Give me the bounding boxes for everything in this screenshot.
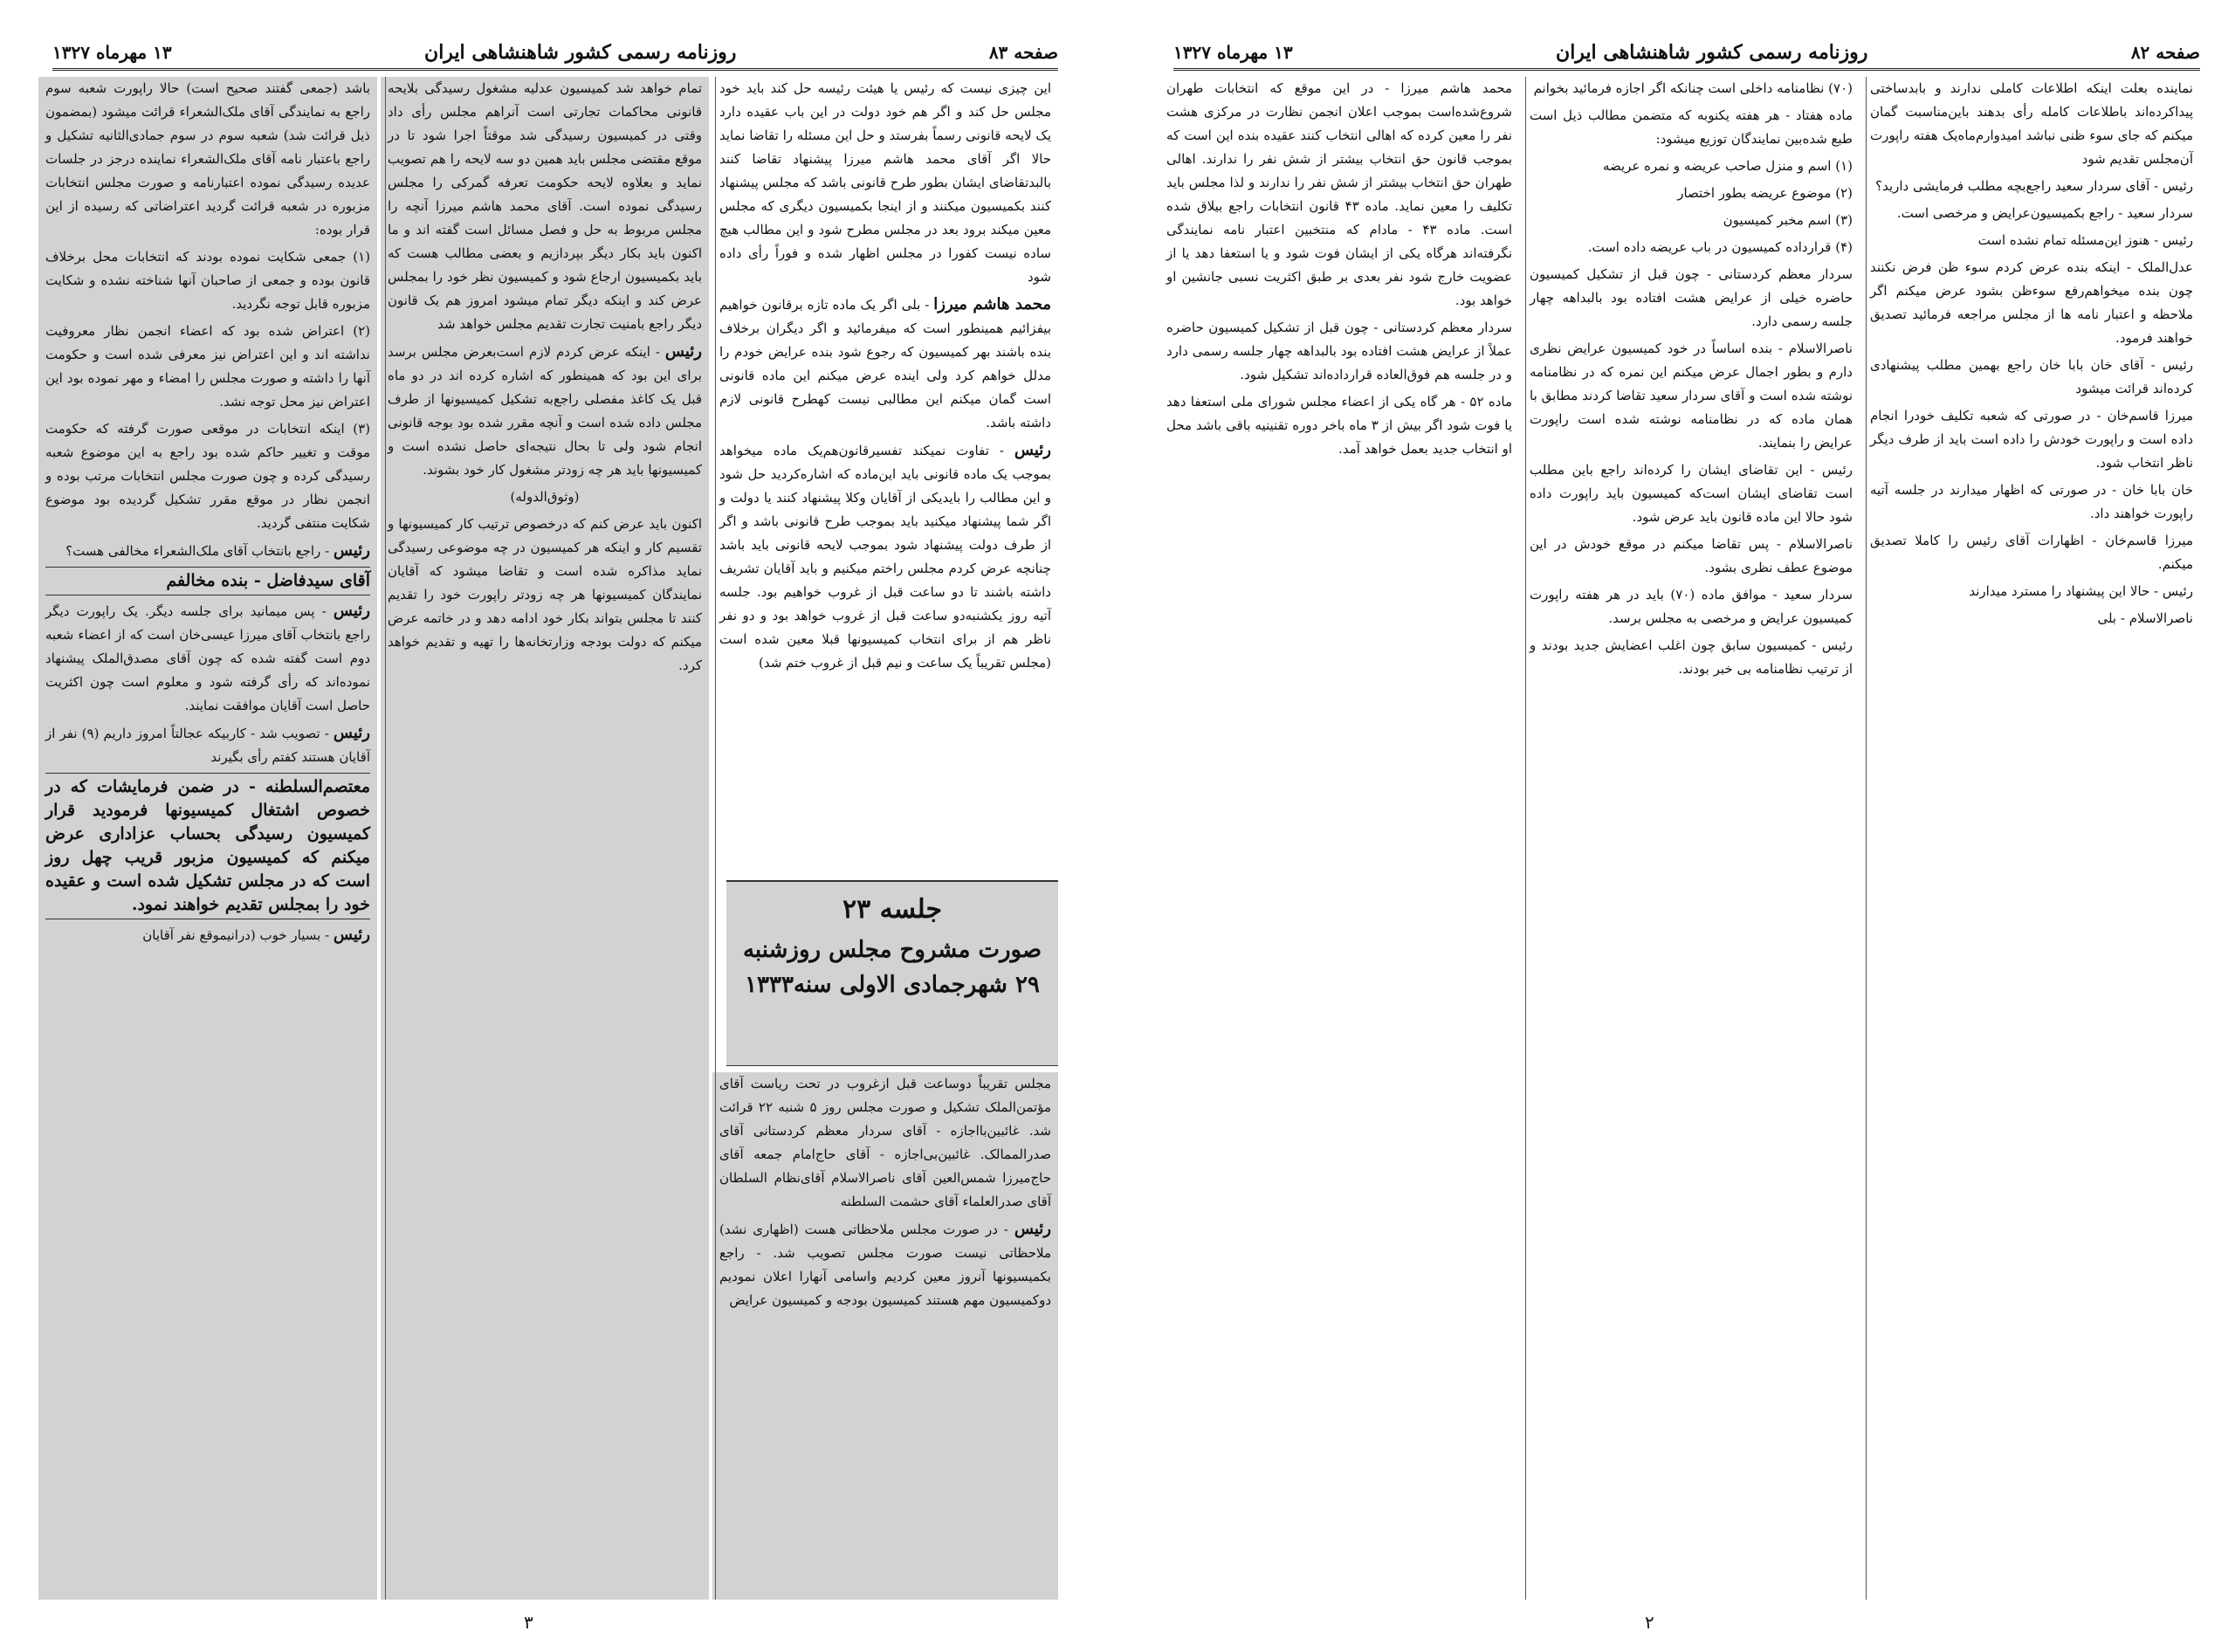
masthead: روزنامه رسمی کشور شاهنشاهی ایران [1556,41,1868,64]
speaker-name: محمد هاشم میرزا [933,295,1052,313]
paragraph: رئیس - کمیسیون سابق چون اغلب اعضایش جدید بودند و از ترتیب نظامنامه بی خبر بودند. [1530,637,1853,677]
speech: رئیس - بسیار خوب (درانیموقع نفر آقایان [142,926,370,944]
note: (وثوق‌الدوله) [510,489,580,505]
column-2 [381,77,709,1600]
paragraph: این چیزی نیست که رئیس یا هیئت رئیسه حل کند باید خود مجلس حل کند و اگر هم خود دولت در این باب عقیده دارد یک لایحه قانونی رسماً بفرستد و حل این مسئله را تقاضا نماید حالا اگر آقای محمد هاشم میرزا پیشنهاد تقاضا کنند بالبدتقاضای ایشان بطور طرح قانونی باشد که مجلس پیشنهاد کنند بکمیسیون میکنند و از اینجا بکمیسیون دیگری که مجلس معین میکند برود بعد در مجلس مطرح شود و این مطالب هیچ ساده نیست کفورا در مجلس اظهار شده و فوراً رأی داده شود [719,80,1051,285]
page-label: صفحه ۸۳ [988,42,1058,63]
columns-right [1166,77,2200,1600]
paragraph: ناصرالاسلام - بلی [2097,610,2193,626]
speaker-name: رئیس [1014,441,1051,459]
speech: رئیس - تصویب شد - کاربیکه عجالتاً امروز داریم (۹) نفر از آقایان هستند کفتم رأی بگیرند [45,724,371,765]
paragraph: ماده هفتاد - هر هفته یکنوبه که متضمن مطالب ذیل است طبع شده‌بین نمایندگان توزیع میشود: [1530,107,1853,147]
paragraph: سردار معظم کردستانی - چون قبل از تشکیل کمیسیون حاضره عملاً از عرایض هشت افتاده بود بالبداهه چهار جلسه رسمی دارد و در جلسه هم فوق‌العاده قرارداده‌اند تشکیل شود. [1166,320,1512,382]
speaker-name: رئیس [1014,1220,1051,1238]
masthead: روزنامه رسمی کشور شاهنشاهی ایران [424,41,737,64]
speech: رئیس - در صورت مجلس ملاحظاتی هست (اظهاری نشد) ملاحظاتی نیست صورت مجلس تصویب شد. - راجع بکمیسیونها آنروز معین کردیم واسامی آنهارا اعلان نمودیم دوکمیسیون مهم هستند کمیسیون بودجه و کمیسیون عرایض [719,1220,1051,1308]
speech-text: بلی اگر یک ماده تازه برقانون خواهیم بیفزائیم همینطور است که میفرمائید و اگر دیگران برخلاف بنده باشند بهر کمیسیون که رجوع شود بنده عرایض خودم را مدلل خواهم کرد ولی اینده عرض میکنم این ماده قانونی است گمان میکنم این مطالبی نیست کهطرح قانونی لازم داشته باشد. [719,297,1051,430]
session-number: جلسه ۲۳ [842,894,942,925]
speaker-heading: آقای سیدفاضل - بنده مخالفم [45,567,370,595]
paragraph: خان بابا خان - در صورتی که اظهار میدارند در جلسه آتیه راپورت خواهند داد. [1870,482,2193,521]
speech-text: پس میمانید برای جلسه دیگر. یک راپورت دیگر راجع بانتخاب آقای میرزا عیسی‌خان است که از اعضاء شعبه دوم است گفته شده که چون آقای مصدق‌الملک پیشنهاد نموده‌اند که رأی گرفته شود و معلوم است چون اکثریت حاصل است آقایان موافقت نمایند. [45,603,370,713]
paragraph: باشد (جمعی گفتند صحیح است) حالا راپورت شعبه سوم راجع به نمایندگی آقای ملک‌الشعراء قرائت میشود (بمضمون ذیل قرائت شد) شعبه سوم در سوم جمادی‌الثانیه تشکیل و راجع باعتبار نامه آقای ملک‌الشعراء نماینده درجز در جلسات عدیده رسیدگی نموده اعتبارنامه و صورت مجلس انتخابات مزبوره در شعبه قرائت گردید اعتراضاتی که رسیده از این قرار بوده: [45,80,370,237]
speech: رئیس - تفاوت نمیکند تفسیرقانون‌هم‌یک ماده میخواهد بموجب یک ماده قانونی باید این‌ماده که اشاره‌کردید حل شود و این مطالب را بایدیکی از آقایان وکلا پیشنهاد کنند یا دولت و اگر شما پیشنهاد میکنید باید بموجب طرح قانونی باشد و اگر از طرف دولت پیشنهاد شود بموجب لایحه قانونی باید باشد چنانچه عرض کردم مجلس راختم میکنیم و باید آقایان تشریف داشته باشند تا دو ساعت قبل از غروب خواهیم بود. جلسه آتیه روز یکشنبه‌دو ساعت قبل از غروب خواهد بود و دو نفر ناظر هم از برای انتخاب کمیسیونها قبلا معین شده است (مجلس تقریباً یک ساعت و نیم قبل از غروب ختم شد) [719,441,1051,671]
speaker-name: رئیس [333,926,370,944]
column-1 [1863,77,2200,1600]
page-number: ۲ [1645,1612,1654,1633]
paragraph: رئیس - حالا این پیشنهاد را مسترد میدارند [1969,583,2193,599]
speech-text: بسیار خوب (درانیموقع نفر آقایان [142,927,321,943]
column-rule [1866,77,1867,1600]
paragraph: (۱) جمعی شکایت نموده بودند که انتخابات محل برخلاف قانون بوده و جمعی از صاحبان آنها شناخته نشده و شکایت مزبوره قابل توجه نگردید. [45,249,370,312]
speech: رئیس - اینکه عرض کردم لازم است‌بعرض مجلس برسد برای این بود که همینطور که اشاره کرده اند در دو ماه قبل یک کاغذ مفصلی راجع‌به تشکیل کمیسیونها از طرف مجلس داده شده است و آنچه مقرر شده بود بوجه قانونی انجام شود ولی تا بحال نتیجه‌ای حاصل نشده است و کمیسیونها باید هر چه زودتر مشغول کار خود بشوند. [388,342,702,478]
speaker-name: رئیس [333,541,370,560]
column-3 [38,77,377,1600]
speech-text: تفاوت نمیکند تفسیرقانون‌هم‌یک ماده میخواهد بموجب یک ماده قانونی باید این‌ماده که اشاره‌کردید حل شود و این مطالب را بایدیکی از آقایان وکلا پیشنهاد کنند یا دولت و اگر شما پیشنهاد میکنید باید بموجب طرح قانونی باشد و اگر از طرف دولت پیشنهاد شود بموجب لایحه قانونی باید باشد چنانچه عرض کردم مجلس راختم میکنیم و باید آقایان تشریف داشته باشند تا دو ساعت قبل از غروب خواهیم بود. جلسه آتیه روز یکشنبه‌دو ساعت قبل از غروب خواهد بود و دو نفر ناظر هم از برای انتخاب کمیسیونها قبلا معین شده است (مجلس تقریباً یک ساعت و نیم قبل از غروب ختم شد) [719,443,1051,671]
speech-text: تصویب شد - کاربیکه عجالتاً امروز داریم (۹) نفر از آقایان هستند کفتم رأی بگیرند [45,726,370,765]
paragraph: رئیس - هنوز این‌مسئله تمام نشده است [1977,232,2193,248]
session-title: صورت مشروح مجلس روز‌شنبه [742,937,1042,963]
page-number: ۳ [524,1612,533,1633]
column-1-continued [712,1072,1058,1600]
paragraph: نماینده بعلت اینکه اطلاعات کاملی ندارند و بابدساختی پیداکرده‌اند باطلاعات کامله رأی بدهند باین‌مناسبت گمان میکنم که جای سوء ظنی نباشد امیدوارم‌ماه‌یک هفته راپورت آن‌مجلس تقدیم شود [1870,80,2193,167]
column-rule [385,77,386,1600]
paragraph: رئیس - آقای سردار سعید راجع‌بچه مطلب فرمایشی دارید؟ [1875,178,2193,194]
speech: رئیس - راجع بانتخاب آقای ملک‌الشعراء مخالفی هست؟ [65,541,370,560]
issue-date: ۱۳ مهرماه ۱۳۲۷ [52,42,172,63]
paragraph: (۳) اینکه انتخابات در موقعی صورت گرفته که حکومت موقت و تغییر حاکم شده بود راجع به این موضوع شعبه رسیدگی کرده و چون صورت مجلس انتخابات مرتب بوده و انجمن نظار در موقع مقرر تشکیل گردیده بود موضوع شکایت منتفی گردید. [45,421,370,531]
spread-gutter [1093,0,1121,1652]
heading-text: در ضمن فرمایشات که در خصوص اشتغال کمیسیونها فرمودید قرار کمیسیون رسیدگی بحساب عزاداری عرض میکنم که کمیسیون مزبور قریب چهل روز است که در مجلس تشکیل شده است و عقیده خود را بمجلس تقدیم خواهند نمود. [45,777,370,914]
paragraph: تمام خواهد شد کمیسیون عدلیه مشغول رسیدگی بلایحه قانونی محاکمات تجارتی است آنراهم مجلس رأی داد وقتی در کمیسیون رسیدگی شد موقتاً اجرا شود تا در موقع مقتضی مجلس باید همین دو سه لایحه را هم تصویب نماید و بعلاوه لایحه حکومت تعرفه گمرکی را مجلس رسیدگی نموده است. آقای محمد هاشم میرزا آنچه را مجلس مربوط به حل و فصل مسائل است گفته اند و ما اکنون باید بکار دیگر بپردازیم و بعضی مطالب هست که باید بکمیسیون ارجاع شود و کمیسیون نظر خود را بمجلس عرض کند و اینکه دیگر تمام میشود امروز هم یک قانون دیگر راجع بامنیت تجارت تقدیم مجلس خواهد شد [388,80,702,332]
page-header-right [1173,37,2200,71]
paragraph: (۲) موضوع عریضه بطور اختصار [1677,185,1853,201]
paragraph: (۳) اسم مخبر کمیسیون [1723,212,1853,228]
speech: رئیس - پس میمانید برای جلسه دیگر. یک راپورت دیگر راجع بانتخاب آقای میرزا عیسی‌خان است که از اعضاء شعبه دوم است گفته شده که چون آقای مصدق‌الملک پیشنهاد نموده‌اند که رأی گرفته شود و معلوم است چون اکثریت حاصل است آقایان موافقت نمایند. [45,602,370,713]
page-header-left [52,37,1058,71]
paragraph: رئیس - این تقاضای ایشان را کرده‌اند راجع باین مطلب است تقاضای ایشان است‌که کمیسیون باید راپورت داده شود حالا این ماده قانون باید عرض شود. [1530,462,1853,525]
paragraph: (۲) اعتراض شده بود که اعضاء انجمن نظار معروفیت نداشته اند و این اعتراض نیز معرفی شده است و حکومت آنها را داشته و صورت مجلس را امضاء و مهر نموده بود این اعتراض نیز محل توجه نشد. [45,323,370,410]
paragraph: ناصرالاسلام - پس تقاضا میکنم در موقع خودش در این موضوع عطف نظری بشود. [1530,536,1853,575]
column-rule [715,77,716,1600]
newspaper-page-left [0,0,1093,1652]
session-date: ۲۹ شهرجمادی الاولی سنه۱۳۳۳ [745,972,1040,998]
speaker-name: رئیس [664,342,702,361]
page-label: صفحه ۸۲ [2130,42,2200,63]
paragraph: میرزا قاسم‌خان - اظهارات آقای رئیس را کاملا تصدیق میکنم. [1870,533,2193,572]
paragraph: سردار سعید - موافق ماده (۷۰) باید در هر هفته راپورت کمیسیون عرایض و مرخصی به مجلس برسد. [1530,587,1853,626]
paragraph: محمد هاشم میرزا - در این موقع که انتخابات طهران شروع‌شده‌است بموجب اعلان انجمن نظارت در مرکزی هشت نفر را معین کرده که اهالی انتخاب کنند عقیده بنده این است که بموجب قانون حق انتخاب بیشتر از شش نفر را ندارند. اهالی طهران حق انتخاب بیشتر از شش نفر را ندارند و لذا مجلس باید تکلیف را معین نماید. ماده ۴۳ قانون انتخابات راجع بیلاق شده است. ماده ۴۳ - مادام که منتخبین اعتبار نامه نمایندگی نگرفته‌اند هرگاه یکی از ایشان فوت شود و یا استعفا دهد یا از عضویت خارج شود نفر بعدی بر طبق اکثریت نسبی جانشین او خواهد بود. [1166,80,1513,308]
paragraph: سردار سعید - راجع بکمیسیون‌عرایض و مرخصی است. [1896,205,2193,221]
column-2 [1523,77,1860,1600]
paragraph: (۱) اسم و منزل صاحب عریضه و نمره عریضه [1602,158,1853,174]
paragraph: اکنون باید عرض کنم که درخصوص ترتیب کار کمیسیونها و تقسیم کار و اینکه هر کمیسیون در چه موضوعی رسیدگی نماید مذاکره شده است و تقاضا میشود که آقایان نمایندگان کمیسیونها هر چه زودتر راپورت خود را تقدیم کنند تا مجلس بتواند بکار خود ادامه دهد و در خاتمه عرض میکنم که دولت بودجه وزارتخانه‌ها را تهیه و تقدیم خواهد کرد. [388,516,702,673]
paragraph: ماده ۵۲ - هر گاه یکی از اعضاء مجلس شورای ملی استعفا دهد یا فوت شود اگر بیش از ۳ ماه باخر دوره تقنینیه باقی باشد محل او انتخاب جدید بعمل خواهد آمد. [1166,394,1512,457]
speaker-name: رئیس [333,724,371,742]
heading-name: معتصم‌السلطنه [265,777,370,796]
speaker-heading: معتصم‌السلطنه - در ضمن فرمایشات که در خصوص اشتغال کمیسیونها فرمودید قرار کمیسیون رسیدگی بحساب عزاداری عرض میکنم که کمیسیون مزبور قریب چهل روز است که در مجلس تشکیل شده است و عقیده خود را بمجلس تقدیم خواهند نمود. [45,773,370,919]
speech-text: اینکه عرض کردم لازم است‌بعرض مجلس برسد برای این بود که همینطور که اشاره کرده اند در دو ماه قبل یک کاغذ مفصلی راجع‌به تشکیل کمیسیونها از طرف مجلس داده شده است و آنچه مقرر شده بود بوجه قانونی انجام شود ولی تا بحال نتیجه‌ای حاصل نشده است و کمیسیونها باید هر چه زودتر مشغول کار خود بشوند. [388,344,702,478]
heading-text: بنده مخالفم [166,571,249,590]
paragraph: سردار معظم کردستانی - چون قبل از تشکیل کمیسیون حاضره خیلی از عرایض هشت افتاده بود بالبداهه چهار جلسه رسمی دارد. [1530,266,1853,329]
newspaper-page-right [1121,0,2235,1652]
paragraph: (۷۰) نظامنامه داخلی است چنانکه اگر اجازه فرمائید بخوانم [1533,80,1853,96]
speaker-name: رئیس [333,602,370,620]
speech-text: راجع بانتخاب آقای ملک‌الشعراء مخالفی هست؟ [65,543,321,559]
paragraph: میرزا قاسم‌خان - در صورتی که شعبه تکلیف خودرا انجام داده است و راپورت خودش را داده است باید از طرف دیگر ناظر انتخاب شود. [1870,408,2193,471]
speech-text: در صورت مجلس ملاحظاتی هست (اظهاری نشد) ملاحظاتی نیست صورت مجلس تصویب شد. - راجع بکمیسیونها آنروز معین کردیم واسامی آنهارا اعلان نمودیم دوکمیسیون مهم هستند کمیسیون بودجه و کمیسیون عرایض [719,1222,1051,1308]
column-rule [1525,77,1526,1600]
session-heading [726,880,1058,1066]
columns-left [45,77,1058,1600]
heading-name: آقای سیدفاضل [266,571,370,590]
paragraph: (۴) قرارداده کمیسیون در باب عریضه داده است. [1587,239,1853,255]
paragraph: مجلس تقریباً دوساعت قبل از‌غروب در تحت ریاست آقای مؤتمن‌الملک تشکیل و صورت مجلس روز ۵ شنبه ۲۲ قرائت شد. غائبین‌بااجازه - آقای سردار معظم کردستانی آقای صدرالممالک. غائبین‌بی‌اجازه - آقای حاج‌امام جمعه آقای حاج‌میرزا شمس‌العین آقای ناصرالاسلام آقای‌نظام السلطان آقای صدرالعلماء آقای حشمت السلطنه [719,1076,1051,1209]
paragraph: ناصرالاسلام - بنده اساساً در خود کمیسیون عرایض نظری دارم و بطور اجمال عرض میکنم این نمره که در نظامنامه نوشته شده است و آقای سردار سعید تقاضا کردند مطابق با همان ماده که در نظامنامه نوشته شده است راپورت عرایض را بنمایند. [1530,341,1853,451]
speech: محمد هاشم میرزا - بلی اگر یک ماده تازه برقانون خواهیم بیفزائیم همینطور است که میفرمائید و اگر دیگران برخلاف بنده باشند بهر کمیسیون که رجوع شود بنده عرایض خودم را مدلل خواهم کرد ولی اینده عرض میکنم این ماده قانونی است گمان میکنم این مطالبی نیست کهطرح قانونی لازم داشته باشد. [719,295,1052,430]
paragraph: رئیس - آقای خان بابا خان راجع بهمین مطلب پیشنهادی کرده‌اند قرائت میشود [1870,357,2193,396]
column-3 [1159,77,1519,1600]
issue-date: ۱۳ مهرماه ۱۳۲۷ [1173,42,1293,63]
paragraph: عدل‌الملک - اینکه بنده عرض کردم سوء ظن فرض نکنند چون بنده میخواهم‌رفع سوءظن بشود عرض میکنم اگر ملاحظه و اعتبار نامه ها از مجلس مراجعه فرمائید تصدیق خواهند فرمود. [1870,259,2193,346]
